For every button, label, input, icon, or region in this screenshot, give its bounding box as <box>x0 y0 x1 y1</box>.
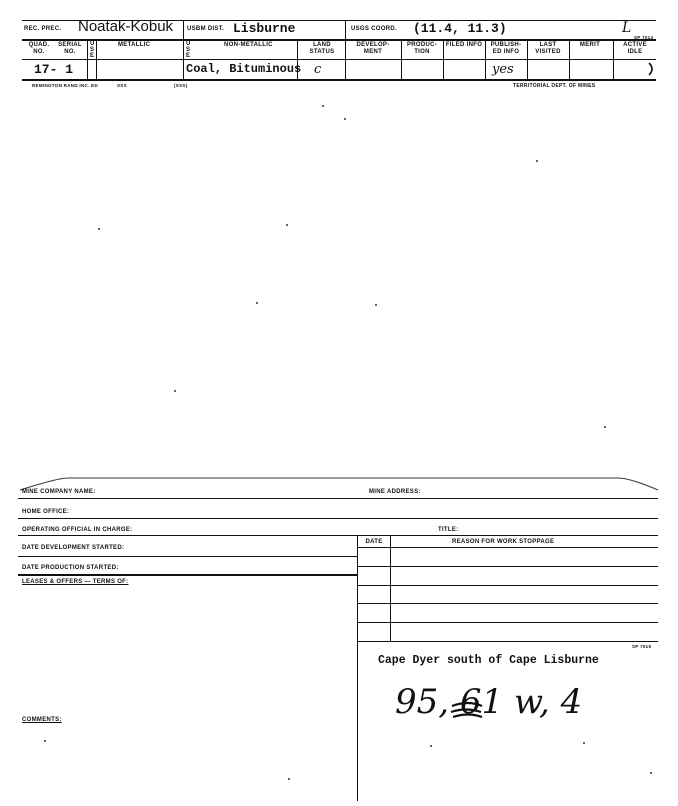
printer-code: SSS <box>117 83 127 88</box>
form-rule <box>18 556 358 557</box>
header-divider <box>183 20 184 40</box>
date-column-label: DATE <box>365 539 383 545</box>
form-rule <box>357 547 658 548</box>
col-filed-info: FILED INFO <box>445 42 483 48</box>
rec-prec-value: Noatak-Kobuk <box>78 18 174 35</box>
col-published-info: PUBLISH- ED INFO <box>490 42 522 55</box>
speck <box>286 224 288 226</box>
col-merit: MERIT <box>579 42 601 48</box>
printer-imprint: REMINGTON RAND INC. ED <box>32 83 99 88</box>
department-imprint: TERRITORIAL DEPT. OF MINES <box>513 83 596 89</box>
speck <box>256 302 258 304</box>
date-production-started-label: DATE PRODUCTION STARTED: <box>22 565 119 571</box>
col-production: PRODUC- TION <box>406 42 438 55</box>
scribble-mark <box>448 700 488 722</box>
operating-official-label: OPERATING OFFICIAL IN CHARGE: <box>22 527 133 533</box>
col-metallic: METALLIC <box>118 42 151 48</box>
record-bottom-rule <box>22 79 656 81</box>
record-top-rule <box>22 59 656 60</box>
usbm-dist-label: USBM DIST. <box>187 26 225 32</box>
col-land-status: LAND STATUS <box>309 42 335 55</box>
form-rule <box>357 603 658 604</box>
handwritten-note: 95, 61 w, 4 <box>395 682 583 722</box>
record-published-info: yes <box>492 62 514 77</box>
title-label: TITLE: <box>438 527 459 533</box>
speck <box>583 742 585 744</box>
speck <box>375 304 377 306</box>
form-rule <box>357 585 658 586</box>
mine-address-label: MINE ADDRESS: <box>369 489 421 495</box>
leases-offers-label: LEASES & OFFERS — TERMS OF: <box>22 579 129 585</box>
col-use-left: U S E <box>90 41 95 59</box>
home-office-label: HOME OFFICE: <box>22 509 70 515</box>
usgs-coord-value: (11.4, 11.3) <box>413 21 507 36</box>
date-development-started-label: DATE DEVELOPMENT STARTED: <box>22 545 125 551</box>
printer-code-2: (SSS) <box>174 83 188 88</box>
rec-prec-label: REC. PREC. <box>24 26 62 32</box>
usbm-dist-value: Lisburne <box>233 21 296 36</box>
form-rule <box>357 566 658 567</box>
speck <box>44 740 46 742</box>
location-typed: Cape Dyer south of Cape Lisburne <box>378 654 599 667</box>
col-use-right: U S E <box>186 41 191 59</box>
reason-column-label: REASON FOR WORK STOPPAGE <box>452 539 555 545</box>
form-rule <box>18 574 358 576</box>
active-idle-mark <box>646 62 656 76</box>
mine-company-name-label: MINE COMPANY NAME: <box>22 489 96 495</box>
col-quad-no: QUAD. NO. <box>28 42 50 55</box>
form-vertical-rule <box>390 535 391 641</box>
col-serial-no: SERIAL NO. <box>58 42 82 55</box>
comments-label: COMMENTS: <box>22 717 62 723</box>
speck <box>344 118 346 120</box>
form-rule <box>18 498 658 499</box>
record-quad-serial: 17- 1 <box>34 62 74 77</box>
record-non-metallic: Coal, Bituminous <box>186 62 302 76</box>
usgs-coord-label: USGS COORD. <box>351 26 397 32</box>
col-non-metallic: NON-METALLIC <box>224 42 273 48</box>
form-rule <box>18 535 658 536</box>
col-development: DEVELOP- MENT <box>356 42 390 55</box>
speck <box>174 390 176 392</box>
speck <box>604 426 606 428</box>
corner-mark: L <box>622 20 632 36</box>
form-rule <box>357 622 658 623</box>
card-edge-curve <box>18 470 663 500</box>
speck <box>98 228 100 230</box>
header-divider <box>345 20 346 40</box>
column-header-top-rule <box>22 39 656 41</box>
speck <box>430 745 432 747</box>
form-number-back: SP 7015 <box>632 644 652 649</box>
speck <box>288 778 290 780</box>
speck <box>650 772 652 774</box>
speck <box>536 160 538 162</box>
record-land-status: c <box>314 62 322 77</box>
form-rule <box>357 641 658 642</box>
col-last-visited: LAST VISITED <box>535 42 561 55</box>
form-number: SP 7014 <box>634 35 654 40</box>
col-active-idle: ACTIVE IDLE <box>623 42 647 55</box>
form-rule <box>18 518 658 519</box>
speck <box>322 105 324 107</box>
